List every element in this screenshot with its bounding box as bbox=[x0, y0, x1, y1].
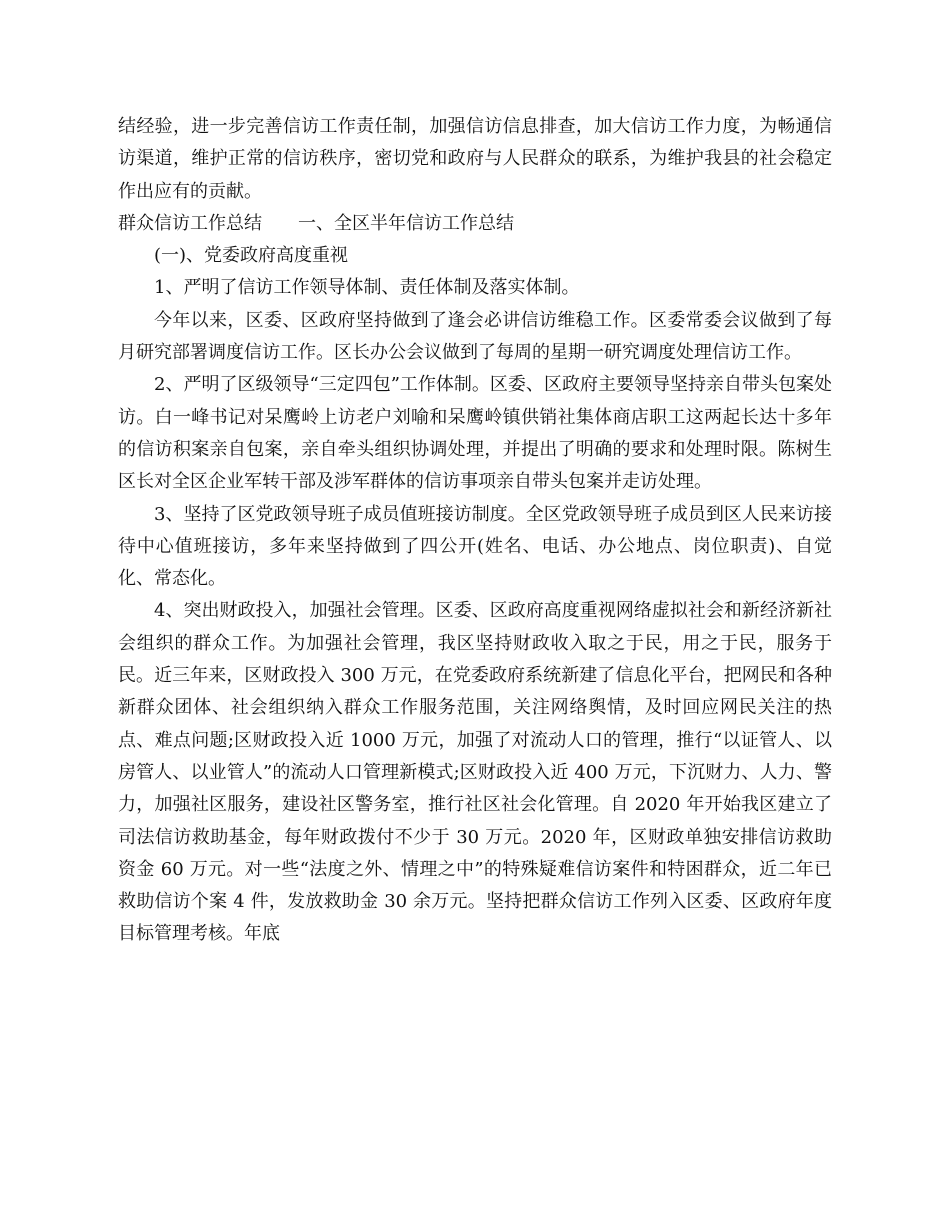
document-body bbox=[118, 111, 832, 951]
paragraph-continuation: 结经验，进一步完善信访工作责任制，加强信访信息排查，加大信访工作力度，为畅通信访渠道，维护正常的信访秩序，密切党和政府与人民群众的联系，为维护我县的社会稳定作出应有的贡献。 bbox=[118, 116, 832, 202]
item-heading-1: 1、严明了信访工作领导体制、责任体制及落实体制。 bbox=[154, 277, 580, 299]
paragraph: 今年以来，区委、区政府坚持做到了逢会必讲信访维稳工作。区委常委会议做到了每月研究部署调度信访工作。区长办公会议做到了每周的星期一研究调度处理信访工作。 bbox=[118, 309, 832, 364]
paragraph: 3、坚持了区党政领导班子成员值班接访制度。全区党政领导班子成员到区人民来访接待中心值班接访，多年来坚持做到了四公开(姓名、电话、办公地点、岗位职责)、自觉化、常态化。 bbox=[118, 503, 832, 590]
subsection-heading: (一)、党委政府高度重视 bbox=[154, 245, 349, 267]
paragraph: 2、严明了区级领导“三定四包”工作体制。区委、区政府主要领导坚持亲自带头包案处访。白一峰书记对呆鹰岭上访老户刘喻和呆鹰岭镇供销社集体商店职工这两起长达十多年的信访积案亲自包案，亲自牵头组织协调处理，并提出了明确的要求和处理时限。陈树生区长对全区企业军转干部及涉军群体的信访事项亲自带头包案并走访处理。 bbox=[118, 374, 832, 493]
paragraph: 4、突出财政投入，加强社会管理。区委、区政府高度重视网络虚拟社会和新经济新社会组织的群众工作。为加强社会管理，我区坚持财政收入取之于民，用之于民，服务于民。近三年来，区财政投入 300 万元，在党委政府系统新建了信息化平台，把网民和各种新群众团体、社会组织纳入群众工作服务范围，关注网络舆情，及时回应网民关注的热点、难点问题;区财政投入近 1000 万元，加强了对流动人口的管理，推行“以证管人、以房管人、以业管人”的流动人口管理新模式;区财政投入近 400 万元，下沉财力、人力、警力，加强社区服务，建设社区警务室，推行社区社会化管理。自 2020 年开始我区建立了司法信访救助基金，每年财政拨付不少于 30 万元。2020 年，区财政单独安排信访救助资金 60 万元。对一些“法度之外、情理之中”的特殊疑难信访案件和特困群众，近二年已救助信访个案 4 件，发放救助金 30 余万元。坚持把群众信访工作列入区委、区政府年度目标管理考核。年底 bbox=[118, 600, 832, 945]
section-heading-line: 群众信访工作总结 一、全区半年信访工作总结 bbox=[118, 212, 514, 234]
